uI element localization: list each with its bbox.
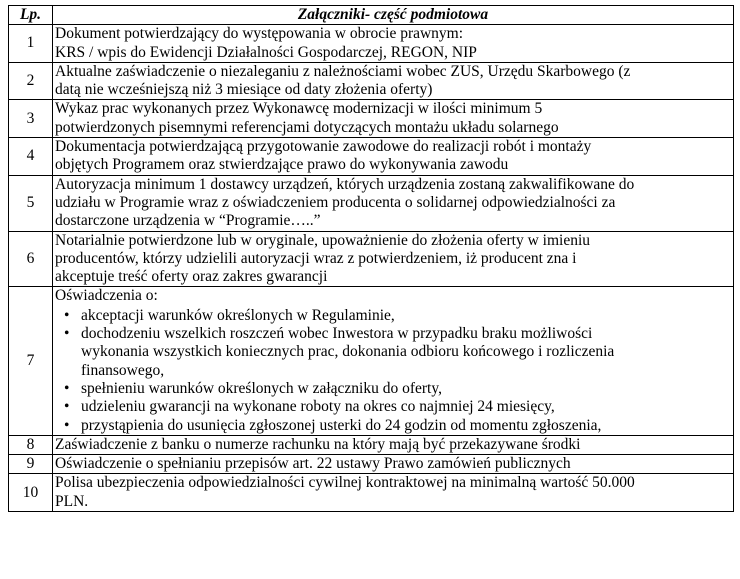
row-number: 8 xyxy=(9,435,53,454)
row-number: 5 xyxy=(9,175,53,231)
list-item xyxy=(64,379,730,398)
text-line: finansowego, xyxy=(81,361,165,379)
text-line: datą nie wcześniejszą niż 3 miesiące od daty złożenia oferty) xyxy=(55,81,433,99)
text-line: Autoryzacja minimum 1 dostawcy urządzeń, których urządzenia zostaną zakwalifikowane do xyxy=(55,175,635,193)
table-row xyxy=(9,100,734,138)
table-row xyxy=(9,435,734,454)
text-line: udzieleniu gwarancji na wykonane roboty na okres co najmniej 24 miesięcy, xyxy=(81,398,555,416)
text-line: Dokument potwierdzający do występowania w obrocie prawnym: xyxy=(55,25,464,43)
text-line: Notarialnie potwierdzone lub w oryginale, upoważnienie do złożenia oferty w imieniu xyxy=(55,231,590,249)
row-number: 7 xyxy=(9,287,53,435)
text-line: wykonania wszystkich koniecznych prac, dokonania odbioru końcowego i rozliczenia xyxy=(81,343,615,361)
statements-intro: Oświadczenia o: xyxy=(55,287,158,305)
table-row xyxy=(9,287,734,435)
row-text xyxy=(53,138,734,176)
attachments-header: Załączniki- część podmiotowa xyxy=(53,6,734,25)
table-row xyxy=(9,455,734,474)
text-line: dostarczone urządzenia w “Programie…..” xyxy=(55,212,321,230)
table-row xyxy=(9,231,734,287)
row-text xyxy=(53,175,734,231)
bullet-icon: • xyxy=(64,306,70,324)
bullet-icon: • xyxy=(64,416,70,434)
row-text xyxy=(53,474,734,512)
row-number: 6 xyxy=(9,231,53,287)
attachments-table xyxy=(8,5,734,512)
text-line: objętych Programem oraz stwierdzające prawo do wykonywania zawodu xyxy=(55,156,509,174)
table-row xyxy=(9,138,734,176)
text-line: producentów, którzy udzielili autoryzacji wraz z potwierdzeniem, iż producent zna i xyxy=(55,249,577,267)
lp-header: Lp. xyxy=(9,6,53,25)
row-text xyxy=(53,287,734,435)
row-number: 1 xyxy=(9,25,53,63)
row-text xyxy=(53,231,734,287)
text-line: akceptacji warunków określonych w Regulaminie, xyxy=(81,306,395,324)
text-line: Zaświadczenie z banku o numerze rachunku na który mają być przekazywane środki xyxy=(55,435,581,453)
text-line: spełnieniu warunków określonych w załączniku do oferty, xyxy=(81,379,442,397)
text-line: Oświadczenie o spełnianiu przepisów art. 22 ustawy Prawo zamówień publicznych xyxy=(55,455,571,473)
text-line: przystąpienia do usunięcia zgłoszonej usterki do 24 godzin od momentu zgłoszenia, xyxy=(81,416,602,434)
bullet-icon: • xyxy=(64,379,70,397)
text-line: Dokumentacja potwierdzającą przygotowanie zawodowe do realizacji robót i montaży xyxy=(55,138,592,156)
row-text xyxy=(53,25,734,63)
text-line: potwierdzonych pisemnymi referencjami dotyczących montażu układu solarnego xyxy=(55,118,559,136)
text-line: KRS / wpis do Ewidencji Działalności Gospodarczej, REGON, NIP xyxy=(55,43,477,61)
text-line: akceptuje treść oferty oraz zakres gwarancji xyxy=(55,268,328,286)
table-row xyxy=(9,62,734,100)
list-item xyxy=(64,416,730,435)
row-number: 9 xyxy=(9,455,53,474)
list-item xyxy=(64,398,730,416)
text-line: Polisa ubezpieczenia odpowiedzialności cywilnej kontraktowej na minimalną wartość 50.000 xyxy=(55,474,635,492)
row-text xyxy=(53,455,734,474)
text-line: Aktualne zaświadczenie o niezaleganiu z należnościami wobec ZUS, Urzędu Skarbowego (z xyxy=(55,62,631,80)
list-item xyxy=(64,306,730,325)
row-text xyxy=(53,62,734,100)
table-row xyxy=(9,175,734,231)
statements-list xyxy=(55,307,730,435)
row-text xyxy=(53,435,734,454)
row-number: 4 xyxy=(9,138,53,176)
text-line: dochodzeniu wszelkich roszczeń wobec Inwestora w przypadku braku możliwości xyxy=(81,325,593,343)
table-header-row xyxy=(9,6,734,25)
row-number: 2 xyxy=(9,62,53,100)
bullet-icon: • xyxy=(64,398,70,416)
row-number: 3 xyxy=(9,100,53,138)
table-row xyxy=(9,474,734,512)
list-item xyxy=(64,325,730,380)
row-number: 10 xyxy=(9,474,53,512)
table-row xyxy=(9,25,734,63)
row-text xyxy=(53,100,734,138)
text-line: Wykaz prac wykonanych przez Wykonawcę modernizacji w ilości minimum 5 xyxy=(55,100,543,118)
text-line: udziału w Programie wraz z oświadczeniem producenta o solidarnej odpowiedzialności za xyxy=(55,193,616,211)
bullet-icon: • xyxy=(64,325,70,343)
text-line: PLN. xyxy=(55,492,89,510)
